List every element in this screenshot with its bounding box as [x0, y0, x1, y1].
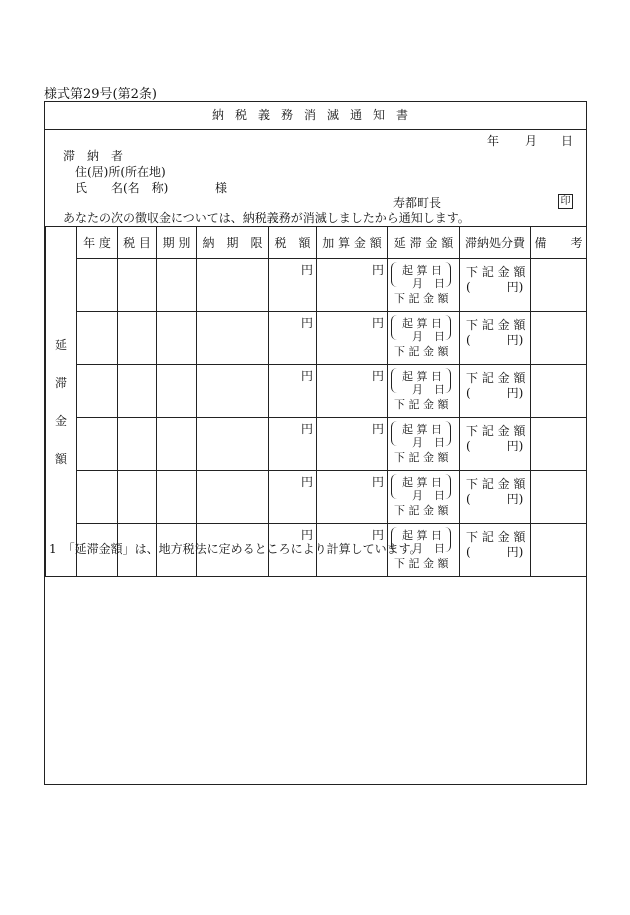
delay-amount-label: 下 記 金 額 — [394, 451, 449, 464]
cell-due-date — [197, 365, 269, 418]
cell-remarks — [531, 524, 587, 577]
cell-disposition-fee — [460, 365, 531, 418]
cell-fiscal-year — [77, 471, 118, 524]
cell-due-date — [197, 418, 269, 471]
form-title: 納税義務消滅通知書 — [45, 102, 586, 130]
table-row — [46, 471, 587, 524]
cell-delinquency — [388, 418, 460, 471]
fee-amount: ( 円) — [466, 492, 524, 506]
cell-disposition-fee — [460, 312, 531, 365]
header-disposition-fee: 滞納処分費 — [460, 227, 531, 259]
table-row — [46, 312, 587, 365]
cell-tax-item — [118, 418, 157, 471]
cell-period — [157, 259, 197, 312]
delay-amount-label: 下 記 金 額 — [394, 345, 449, 358]
cell-fiscal-year — [77, 312, 118, 365]
cell-remarks — [531, 418, 587, 471]
header-tax-item: 税 目 — [118, 227, 157, 259]
cell-disposition-fee — [460, 524, 531, 577]
side-char: 金 — [54, 413, 67, 428]
delay-date-label: 月 日 — [412, 542, 445, 555]
cell-period — [157, 418, 197, 471]
cell-period — [157, 312, 197, 365]
date-month: 月 — [525, 134, 538, 148]
cell-tax-item — [118, 312, 157, 365]
notice-message: あなたの次の徴収金については、納税義務が消滅しましたから通知します。 — [63, 211, 470, 225]
cell-surcharge-yen: 円 — [317, 259, 388, 312]
side-char: 延 — [54, 337, 67, 352]
fee-label: 下 記 金 額 — [466, 265, 526, 279]
cell-surcharge-yen: 円 — [317, 312, 388, 365]
cell-fiscal-year — [77, 418, 118, 471]
cell-due-date — [197, 471, 269, 524]
cell-tax-item — [118, 365, 157, 418]
fee-label: 下 記 金 額 — [466, 530, 526, 544]
cell-due-date — [197, 259, 269, 312]
cell-due-date — [197, 312, 269, 365]
honorific: 様 — [215, 181, 228, 195]
delay-amount-label: 下 記 金 額 — [394, 557, 449, 570]
delay-amount-label: 下 記 金 額 — [394, 292, 449, 305]
cell-remarks — [531, 471, 587, 524]
cell-delinquency — [388, 312, 460, 365]
cell-tax-yen: 円 — [269, 365, 317, 418]
table-row — [46, 418, 587, 471]
recipient-name-label: 氏 名(名 称) — [75, 181, 169, 195]
header-delinquency: 延 滞 金 額 — [388, 227, 460, 259]
cell-remarks — [531, 259, 587, 312]
cell-tax-yen: 円 — [269, 524, 317, 577]
delay-date-label: 月 日 — [412, 277, 445, 290]
cell-tax-yen: 円 — [269, 418, 317, 471]
form-label: 様式第29号(第2条) — [44, 87, 157, 102]
delay-start-label: 起 算 日 — [402, 264, 442, 277]
side-char: 滞 — [54, 375, 67, 390]
cell-surcharge-yen: 円 — [317, 418, 388, 471]
fee-label: 下 記 金 額 — [466, 318, 526, 332]
cell-tax-yen: 円 — [269, 259, 317, 312]
recipient-label: 滞 納 者 — [63, 149, 124, 163]
side-char: 額 — [54, 451, 67, 466]
header-tax-amount: 税 額 — [269, 227, 317, 259]
fee-amount: ( 円) — [466, 545, 524, 559]
cell-delinquency — [388, 365, 460, 418]
cell-disposition-fee — [460, 259, 531, 312]
fee-label: 下 記 金 額 — [466, 477, 526, 491]
fee-amount: ( 円) — [466, 439, 524, 453]
cell-disposition-fee — [460, 418, 531, 471]
tax-table — [45, 226, 587, 577]
cell-tax-yen: 円 — [269, 312, 317, 365]
fee-amount: ( 円) — [466, 333, 524, 347]
notice-form — [44, 101, 587, 785]
cell-surcharge-yen: 円 — [317, 524, 388, 577]
delay-date-label: 月 日 — [412, 489, 445, 502]
fee-amount: ( 円) — [466, 386, 524, 400]
cell-delinquency — [388, 471, 460, 524]
table-header-row — [46, 227, 587, 259]
side-label — [46, 227, 77, 577]
cell-period — [157, 471, 197, 524]
fee-amount: ( 円) — [466, 280, 524, 294]
cell-tax-yen: 円 — [269, 471, 317, 524]
delay-date-label: 月 日 — [412, 383, 445, 396]
fee-label: 下 記 金 額 — [466, 424, 526, 438]
header-remarks: 備 考 — [531, 227, 587, 259]
recipient-address-label: 住(居)所(所在地) — [75, 165, 166, 179]
delay-start-label: 起 算 日 — [402, 317, 442, 330]
cell-tax-item — [118, 259, 157, 312]
delay-start-label: 起 算 日 — [402, 370, 442, 383]
cell-surcharge-yen: 円 — [317, 365, 388, 418]
header-fiscal-year: 年 度 — [77, 227, 118, 259]
cell-remarks — [531, 365, 587, 418]
cell-delinquency — [388, 259, 460, 312]
issuer-name: 寿都町長 — [393, 196, 442, 210]
cell-surcharge-yen: 円 — [317, 471, 388, 524]
delay-start-label: 起 算 日 — [402, 476, 442, 489]
table-row — [46, 259, 587, 312]
header-surcharge: 加 算 金 額 — [317, 227, 388, 259]
cell-period — [157, 365, 197, 418]
delay-amount-label: 下 記 金 額 — [394, 398, 449, 411]
header-period: 期 別 — [157, 227, 197, 259]
footnote: 1 「延滞金額」は、地方税法に定めるところにより計算しています。 — [49, 542, 422, 556]
date-day: 日 — [561, 134, 574, 148]
date-year: 年 — [487, 134, 500, 148]
delay-date-label: 月 日 — [412, 330, 445, 343]
fee-label: 下 記 金 額 — [466, 371, 526, 385]
table-row — [46, 365, 587, 418]
delay-start-label: 起 算 日 — [402, 423, 442, 436]
cell-fiscal-year — [77, 365, 118, 418]
cell-tax-item — [118, 471, 157, 524]
delay-date-label: 月 日 — [412, 436, 445, 449]
cell-fiscal-year — [77, 259, 118, 312]
header-due-date: 納 期 限 — [197, 227, 269, 259]
cell-remarks — [531, 312, 587, 365]
delay-start-label: 起 算 日 — [402, 529, 442, 542]
delay-amount-label: 下 記 金 額 — [394, 504, 449, 517]
seal-mark: 印 — [558, 194, 573, 209]
cell-disposition-fee — [460, 471, 531, 524]
